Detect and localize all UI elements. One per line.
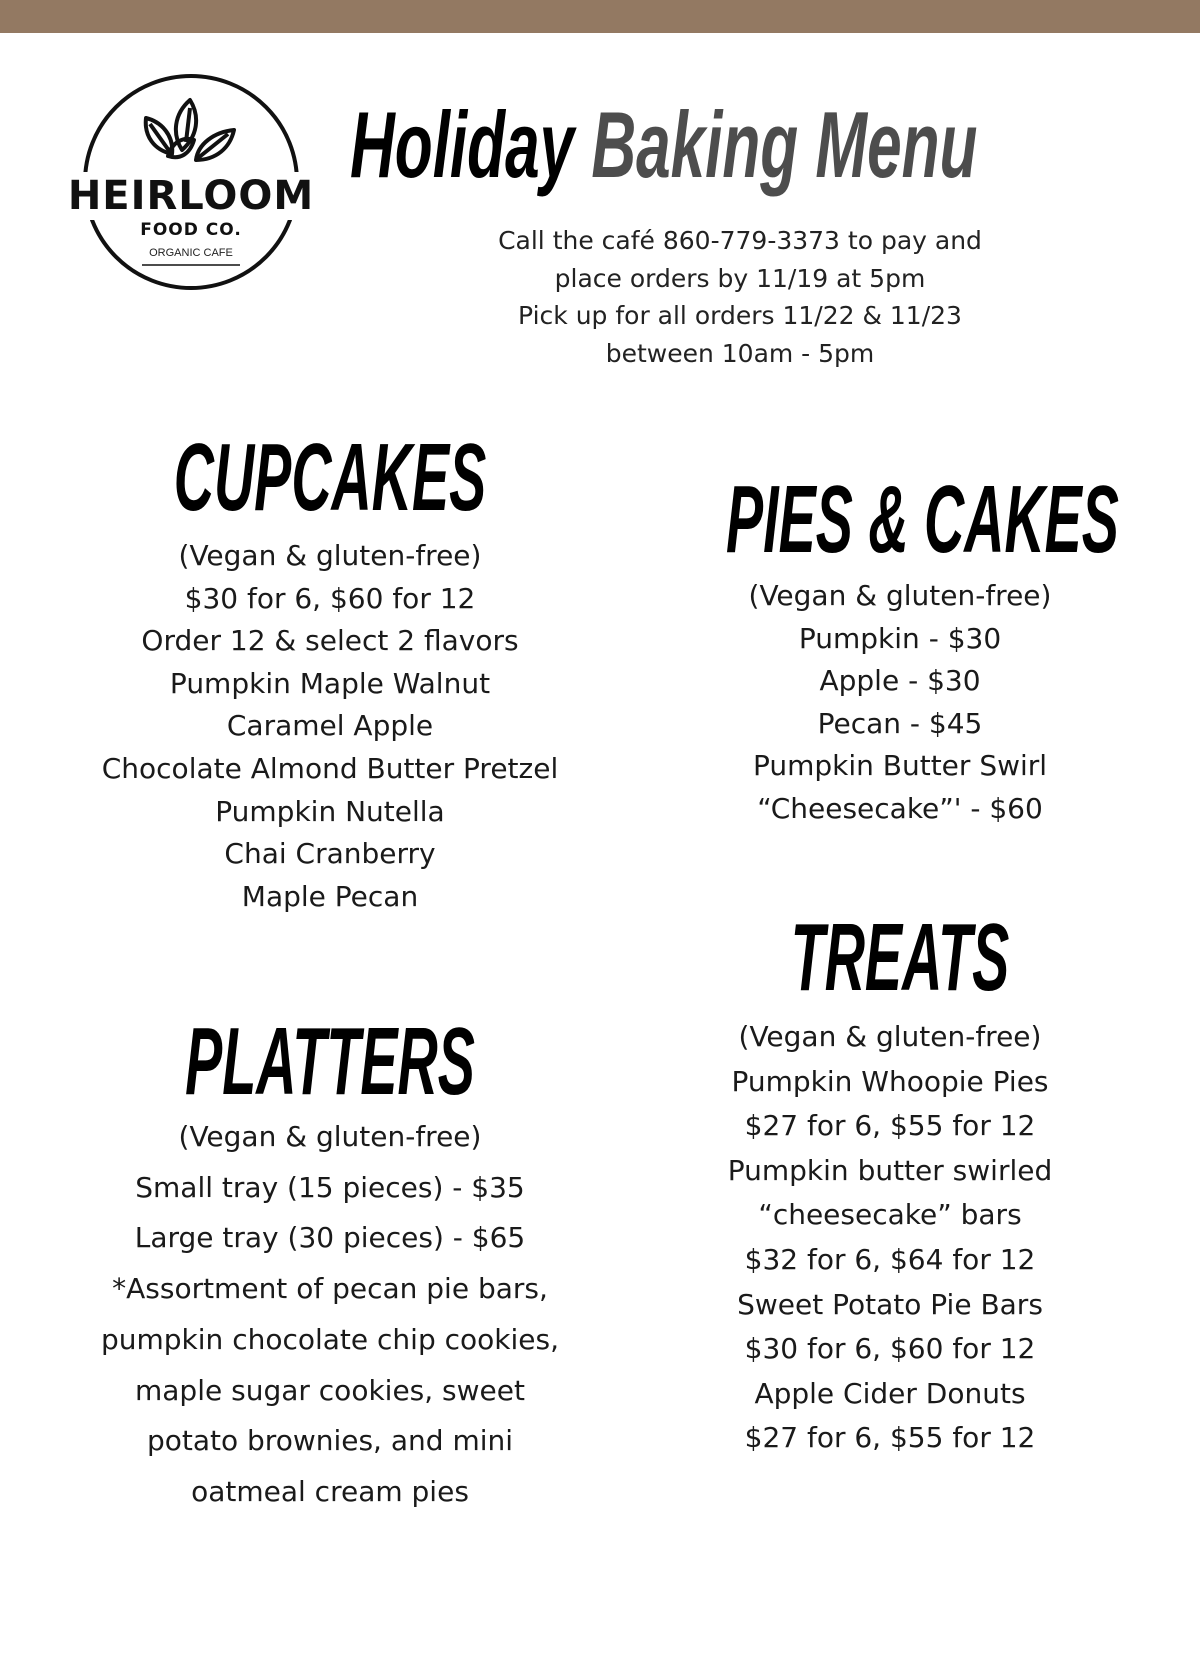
menu-line: Caramel Apple: [226, 709, 434, 743]
top-color-band: [0, 0, 1200, 33]
menu-line: Pumpkin Whoopie Pies: [731, 1064, 1049, 1098]
pies-cakes-heading: PIES & CAKES: [726, 466, 1119, 573]
title-holiday: Holiday: [350, 92, 575, 197]
menu-line: maple sugar cookies, sweet: [135, 1373, 525, 1407]
menu-line: Pumpkin Butter Swirl: [752, 749, 1048, 783]
intro-line: Pick up for all orders 11/22 & 11/23: [518, 301, 962, 330]
menu-line: Order 12 & select 2 flavors: [141, 624, 519, 658]
cupcakes-heading: CUPCAKES: [173, 424, 487, 531]
platters-list: [30, 1112, 630, 1518]
platters-heading: PLATTERS: [185, 1008, 475, 1115]
menu-line: (Vegan & gluten-free): [178, 539, 482, 572]
page-title: [350, 70, 978, 220]
menu-line: $27 for 6, $55 for 12: [744, 1109, 1036, 1143]
menu-line: Maple Pecan: [241, 879, 419, 913]
menu-line: (Vegan & gluten-free): [178, 1120, 482, 1153]
menu-line: “cheesecake” bars: [758, 1198, 1022, 1232]
menu-line: $32 for 6, $64 for 12: [744, 1242, 1036, 1276]
menu-line: Chocolate Almond Butter Pretzel: [101, 751, 559, 785]
menu-line: Pumpkin - $30: [798, 621, 1002, 655]
treats-list: [600, 1015, 1180, 1461]
menu-line: Apple Cider Donuts: [754, 1376, 1026, 1410]
menu-line: oatmeal cream pies: [191, 1474, 469, 1508]
menu-line: (Vegan & gluten-free): [738, 1020, 1042, 1053]
menu-line: Large tray (30 pieces) - $65: [134, 1221, 526, 1255]
menu-line: Chai Cranberry: [224, 837, 436, 871]
menu-line: $30 for 6, $60 for 12: [184, 581, 476, 615]
menu-line: Small tray (15 pieces) - $35: [135, 1170, 525, 1204]
intro-line: Call the café 860-779-3373 to pay and: [498, 226, 982, 255]
order-instructions: [430, 222, 1050, 372]
menu-line: Pumpkin Nutella: [215, 794, 445, 828]
heirloom-logo: [62, 72, 320, 292]
menu-line: $27 for 6, $55 for 12: [744, 1421, 1036, 1455]
intro-line: between 10am - 5pm: [605, 338, 875, 368]
menu-line: Pecan - $45: [817, 706, 983, 740]
cupcakes-list: [40, 535, 620, 918]
intro-line: place orders by 11/19 at 5pm: [554, 263, 926, 293]
menu-line: “Cheesecake”' - $60: [757, 791, 1043, 825]
treats-heading: TREATS: [790, 904, 1010, 1011]
menu-line: Pumpkin butter swirled: [727, 1153, 1053, 1187]
logo-tagline: ORGANIC CAFE: [149, 247, 233, 259]
menu-line: potato brownies, and mini: [146, 1424, 514, 1458]
menu-line: Sweet Potato Pie Bars: [737, 1287, 1043, 1321]
menu-line: Apple - $30: [819, 664, 981, 698]
menu-line: *Assortment of pecan pie bars,: [112, 1272, 548, 1306]
menu-line: pumpkin chocolate chip cookies,: [100, 1322, 559, 1356]
menu-line: Pumpkin Maple Walnut: [169, 666, 491, 700]
menu-line: $30 for 6, $60 for 12: [744, 1332, 1036, 1366]
title-baking-menu: Baking Menu: [591, 92, 978, 197]
menu-line: (Vegan & gluten-free): [748, 579, 1052, 612]
pies-cakes-list: [600, 575, 1200, 831]
logo-subtitle: FOOD CO.: [140, 220, 242, 240]
logo-brand-name: HEIRLOOM: [62, 172, 320, 220]
